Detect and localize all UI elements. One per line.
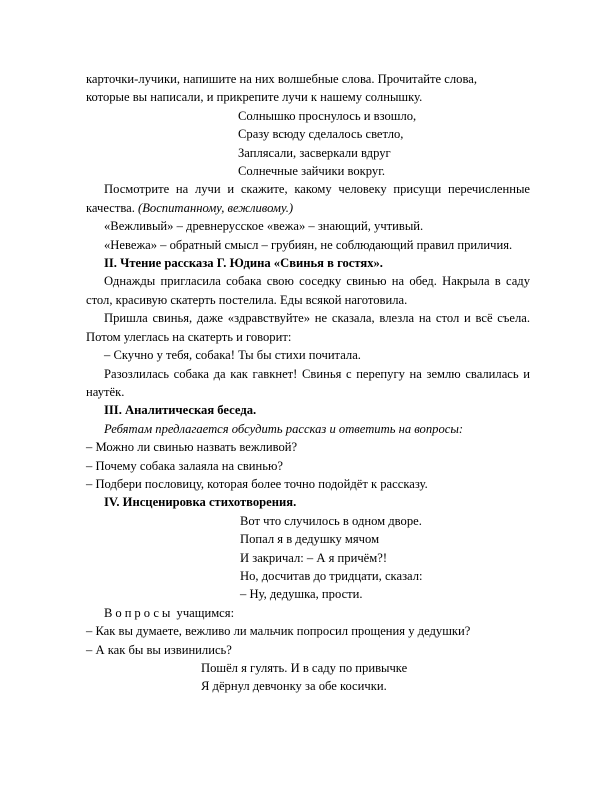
poem-line: Заплясали, засверкали вдруг (238, 145, 391, 160)
section-4-heading: IV. Инсценировка стихотворения. (104, 495, 297, 510)
question-item: – А как бы вы извинились? (86, 642, 232, 657)
story-paragraph: – Скучно у тебя, собака! Ты бы стихи почитала. (104, 348, 361, 363)
question-item: – Почему собака залаяла на свинью? (86, 458, 283, 473)
poem-line: Я дёрнул девчонку за обе косички. (201, 679, 387, 694)
poem-line: И закричал: – А я причём?! (240, 550, 388, 565)
poem-line: Сразу всюду сделалось светло, (238, 127, 404, 142)
poem-line: Попал я в дедушку мячом (240, 532, 380, 547)
question-item: – Как вы думаете, вежливо ли мальчик попросил прощения у дедушки? (86, 624, 471, 639)
qualities-text: Посмотрите на лучи и скажите, какому человеку присущи перечисленные качества. (86, 182, 530, 215)
poem-line: – Ну, дедушка, прости. (240, 587, 363, 602)
definition-nevezha: «Невежа» – обратный смысл – грубиян, не соблюдающий правил приличия. (104, 237, 513, 252)
poem-sun (86, 107, 530, 181)
section-2-heading: II. Чтение рассказа Г. Юдина «Свинья в гостях». (104, 256, 383, 271)
poem-line: Солнышко проснулось и взошло, (238, 108, 417, 123)
questions-label-spaced: Вопросы (104, 605, 174, 620)
story-paragraph: Пришла свинья, даже «здравствуйте» не сказала, влезла на стол и всё съела. Потом улеглась на скатерть и говорит: (86, 311, 530, 344)
intro-line-2: которые вы написали, и прикрепите лучи к нашему солнышку. (86, 90, 423, 105)
story-paragraph: Разозлилась собака да как гавкнет! Свинья с перепугу на землю свалилась и наутёк. (86, 366, 530, 399)
question-item: – Можно ли свинью назвать вежливой? (86, 440, 298, 455)
qualities-answer: (Воспитанному, вежливому.) (138, 200, 294, 215)
question-item: – Подбери пословицу, которая более точно подойдёт к рассказу. (86, 476, 428, 491)
poem-line: Пошёл я гулять. И в саду по привычке (201, 661, 408, 675)
poem-line: Солнечные зайчики вокруг. (238, 164, 386, 179)
document-page (86, 70, 530, 696)
section-3-instruction: Ребятам предлагается обсудить рассказ и ответить на вопросы: (104, 421, 464, 436)
intro-line-1: карточки-лучики, напишите на них волшебные слова. Прочитайте слова, (86, 72, 477, 86)
poem-line: Но, досчитав до тридцати, сказал: (240, 568, 423, 583)
questions-label (86, 604, 530, 622)
poem-walk (86, 659, 530, 696)
story-paragraph: Однажды пригласила собака свою соседку свинью на обед. Накрыла в саду стол, красивую скатерть постелила. Еды всякой наготовила. (86, 274, 530, 307)
poem-grandpa (86, 512, 530, 604)
definition-vezhlivy: «Вежливый» – древнерусское «вежа» – знающий, учтивый. (104, 219, 424, 234)
poem-line: Вот что случилось в одном дворе. (240, 513, 422, 528)
qualities-paragraph (86, 180, 530, 217)
section-3-heading: III. Аналитическая беседа. (104, 403, 257, 418)
questions-label-rest: учащимся: (173, 605, 235, 620)
